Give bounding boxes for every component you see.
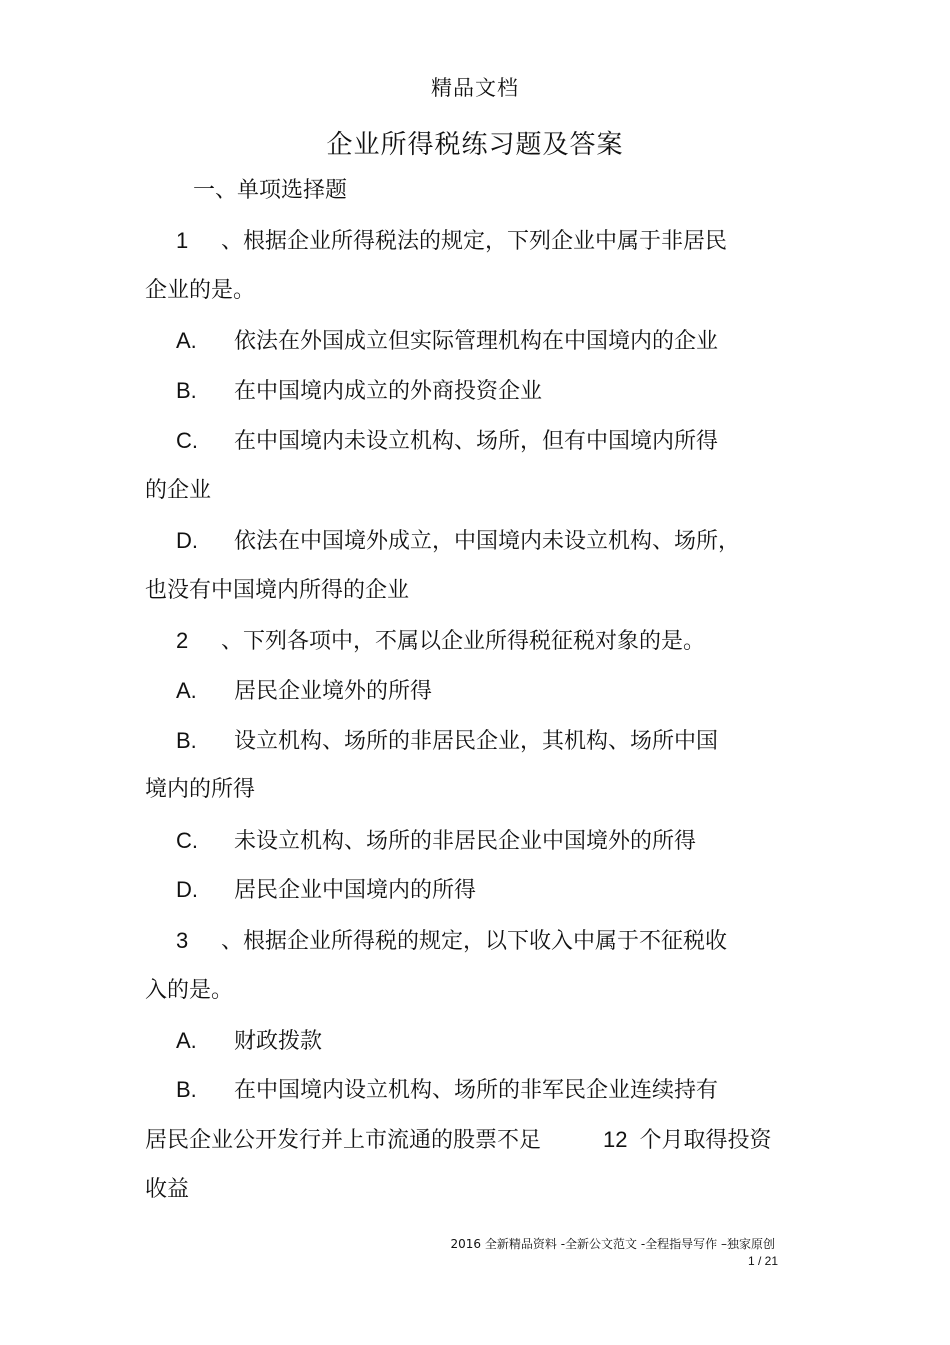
option-letter: B. (176, 728, 197, 753)
question-number: 3 (176, 928, 189, 953)
section-title: 一、单项选择题 (193, 178, 348, 203)
option-letter: A. (176, 328, 197, 353)
option-text: 依法在外国成立但实际管理机构在中国境内的企业 (234, 329, 719, 354)
option-text-part: 居民企业公开发行并上市流通的股票不足 (145, 1128, 542, 1153)
option-text: 设立机构、场所的非居民企业，其机构、场所中国 (234, 729, 719, 754)
option-letter: D. (176, 877, 198, 902)
option-text: 居民企业境外的所得 (234, 679, 433, 704)
option-2d (176, 875, 476, 906)
question-text: 、根据企业所得税的规定，以下收入中属于不征税收 (221, 929, 728, 954)
option-3b (176, 1075, 718, 1106)
option-letter: A. (176, 1028, 197, 1053)
question-2 (176, 626, 705, 657)
option-text-part: 个月取得投资 (639, 1128, 772, 1153)
option-letter: A. (176, 678, 197, 703)
option-1a (176, 326, 718, 357)
option-text-cont (145, 1125, 772, 1156)
question-text: 、根据企业所得税法的规定，下列企业中属于非居民 (221, 229, 728, 254)
option-text: 在中国境内成立的外商投资企业 (234, 379, 543, 404)
month-count: 12 (603, 1127, 628, 1152)
option-2a (176, 676, 432, 707)
option-1b (176, 376, 542, 407)
page-header: 精品文档 (431, 76, 519, 100)
option-2b (176, 726, 718, 757)
option-1c (176, 426, 718, 457)
question-number: 2 (176, 628, 189, 653)
option-text: 依法在中国境外成立，中国境内未设立机构、场所， (234, 529, 741, 554)
question-number: 1 (176, 228, 189, 253)
option-text-cont: 也没有中国境内所得的企业 (145, 578, 410, 603)
option-letter: C. (176, 828, 198, 853)
question-text: 、下列各项中，不属以企业所得税征税对象的是。 (221, 629, 706, 654)
question-text-cont: 入的是。 (145, 978, 234, 1003)
option-letter: B. (176, 378, 197, 403)
question-text-cont: 企业的是。 (145, 278, 256, 303)
page-number: 1 / 21 (747, 1254, 778, 1268)
option-text: 财政拨款 (234, 1029, 323, 1054)
option-text-cont: 收益 (145, 1177, 190, 1202)
option-text-cont: 的企业 (145, 478, 212, 503)
document-title: 企业所得税练习题及答案 (326, 130, 624, 160)
option-letter: C. (176, 428, 198, 453)
option-text: 居民企业中国境内的所得 (234, 878, 477, 903)
question-3 (176, 926, 727, 957)
option-text: 在中国境内设立机构、场所的非军民企业连续持有 (234, 1078, 719, 1103)
option-2c (176, 826, 696, 857)
option-text-cont: 境内的所得 (145, 777, 256, 802)
option-letter: B. (176, 1077, 197, 1102)
question-1 (176, 226, 727, 257)
option-text: 在中国境内未设立机构、场所，但有中国境内所得 (234, 429, 719, 454)
option-3a (176, 1026, 322, 1057)
option-1d (176, 526, 740, 557)
option-letter: D. (176, 528, 198, 553)
option-text: 未设立机构、场所的非居民企业中国境外的所得 (234, 829, 697, 854)
footer-text: 2016 全新精品资料 -全新公文范文 -全程指导写作 –独家原创 (450, 1237, 775, 1251)
